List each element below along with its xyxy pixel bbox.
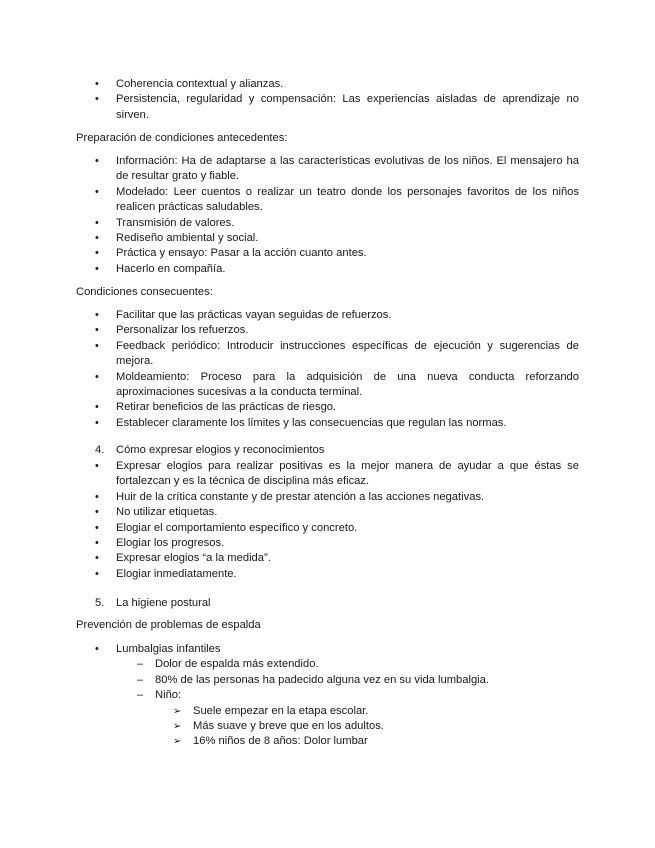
list-item: • Feedback periódico: Introducir instrucciones específicas de ejecución y sugerencias de mejora. (95, 339, 579, 368)
bullet-icon: • (95, 185, 99, 198)
list-item: • Elogiar inmediatamente. (0, 567, 655, 582)
arrow-bullet-icon: ➢ (173, 705, 182, 717)
arrow-list (0, 704, 655, 750)
bullet-icon: • (95, 416, 99, 429)
list-item: • Personalizar los refuerzos. (0, 323, 655, 338)
bullet-icon: • (95, 309, 99, 321)
dash-list (0, 657, 655, 703)
dash-icon: – (137, 673, 144, 686)
bullet-icon: • (95, 339, 99, 352)
arrow-bullet-icon: ➢ (173, 721, 182, 733)
numbered-heading-higiene (0, 596, 655, 611)
bullet-icon: • (95, 506, 99, 519)
list-item: • Hacerlo en compañía. (0, 262, 655, 277)
list-item: ➢ Más suave y breve que en los adultos. (0, 719, 655, 734)
dash-icon: – (137, 689, 144, 702)
dash-icon: – (137, 658, 144, 671)
bullet-icon: • (95, 324, 99, 337)
numbered-heading-elogios (0, 443, 655, 458)
bullet-icon: • (95, 521, 99, 534)
subheading-prevencion: Prevención de problemas de espalda (76, 619, 261, 631)
bullet-icon: • (95, 216, 99, 229)
bullet-icon: • (95, 93, 99, 106)
list-item: – Niño: (0, 688, 655, 703)
bullet-icon: • (95, 643, 99, 655)
list-item: • Elogiar el comportamiento específico y concreto. (0, 521, 655, 536)
bullet-icon: • (95, 370, 99, 383)
list-item: • Expresar elogios para realizar positivas es la mejor manera de ayudar a que éstas se fortalezcan y es la técnica de disciplina más eficaz. (95, 460, 579, 488)
list-item: – Dolor de espalda más extendido. (0, 657, 655, 672)
heading-number: 4. (95, 444, 105, 456)
bullet-list-consecuentes (0, 308, 655, 431)
section-heading-antecedentes: Preparación de condiciones antecedentes: (76, 132, 288, 144)
list-item: • Lumbalgias infantiles (0, 642, 655, 657)
list-item: • Transmisión de valores. (0, 216, 655, 231)
list-item: – 80% de las personas ha padecido alguna vez en su vida lumbalgia. (0, 673, 655, 688)
bullet-icon: • (95, 262, 99, 275)
bullet-list-intro (0, 77, 655, 123)
list-item: ➢ Suele empezar en la etapa escolar. (0, 704, 655, 719)
list-item: • Persistencia, regularidad y compensación: Las experiencias aisladas de aprendizaje no sirven. (95, 93, 579, 121)
bullet-list-elogios (0, 459, 655, 582)
list-item: • Práctica y ensayo: Pasar a la acción cuanto antes. (0, 246, 655, 261)
section-heading-consecuentes: Condiciones consecuentes: (76, 286, 213, 298)
list-item: • Establecer claramente los límites y las consecuencias que regulan las normas. (0, 416, 655, 431)
list-item: • Facilitar que las prácticas vayan seguidas de refuerzos. (0, 308, 655, 323)
bullet-icon: • (95, 490, 99, 503)
bullet-icon: • (95, 78, 99, 90)
list-item: • Moldeamiento: Proceso para la adquisición de una nueva conducta reforzando aproximaciones sucesivas a la conducta terminal. (95, 370, 579, 399)
heading-number: 5. (95, 597, 105, 609)
arrow-bullet-icon: ➢ (173, 736, 182, 748)
bullet-icon: • (95, 552, 99, 565)
bullet-icon: • (95, 155, 99, 167)
bullet-list-antecedentes (0, 154, 655, 277)
bullet-icon: • (95, 247, 99, 260)
bullet-icon: • (95, 232, 99, 245)
section-heading: La higiene postural (116, 597, 211, 609)
list-item: • Rediseño ambiental y social. (0, 231, 655, 246)
bullet-icon: • (95, 460, 99, 472)
list-item: • No utilizar etiquetas. (0, 505, 655, 520)
list-item: • Expresar elogios “a la medida”. (0, 551, 655, 566)
bullet-icon: • (95, 401, 99, 414)
list-item: • Huir de la crítica constante y de prestar atención a las acciones negativas. (0, 490, 655, 505)
list-item: • Coherencia contextual y alianzas. (0, 77, 655, 92)
list-item: • Elogiar los progresos. (0, 536, 655, 551)
bullet-icon: • (95, 537, 99, 550)
list-item: ➢ 16% niños de 8 años: Dolor lumbar (0, 734, 655, 749)
bullet-icon: • (95, 567, 99, 580)
list-item: • Retirar beneficios de las prácticas de riesgo. (0, 400, 655, 415)
bullet-list-lumbalgias (0, 642, 655, 750)
list-item: • Información: Ha de adaptarse a las características evolutivas de los niños. El mensajero ha de resultar grato y fiable. (95, 155, 579, 183)
section-heading: Cómo expresar elogios y reconocimientos (116, 444, 325, 456)
list-item: • Modelado: Leer cuentos o realizar un teatro donde los personajes favoritos de los niños realicen prácticas saludables. (95, 185, 579, 214)
